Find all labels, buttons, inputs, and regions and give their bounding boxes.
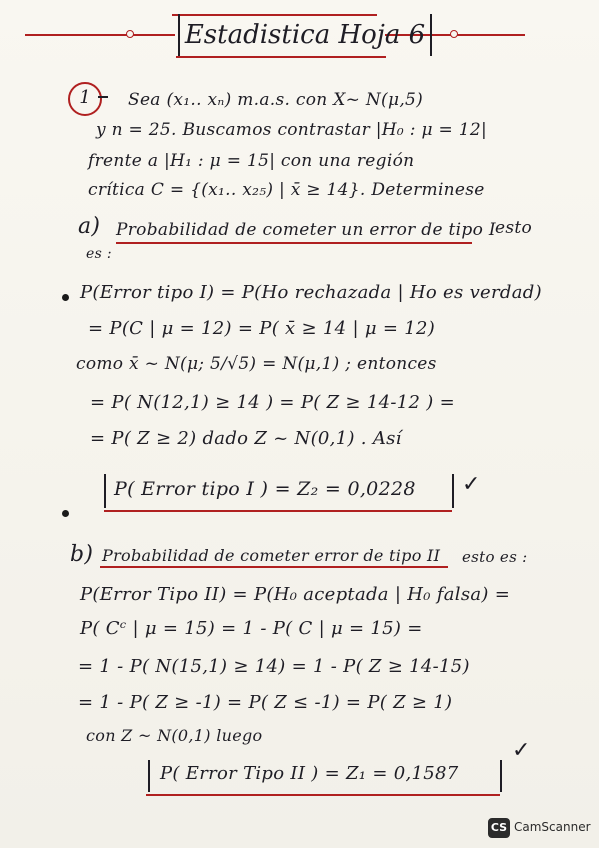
part-a-cont: es : xyxy=(86,246,112,262)
part-a-line-5: = P( Z ≥ 2) dado Z ~ N(0,1) . Así xyxy=(90,428,402,449)
problem-number: 1 xyxy=(68,82,102,116)
part-a-heading-underline xyxy=(116,242,472,244)
part-a-label: a) xyxy=(78,214,101,239)
part-a-result: P( Error tipo I ) = Z₂ = 0,0228 xyxy=(114,478,416,500)
camscanner-logo-icon: CS xyxy=(488,818,510,838)
page-title: Estadistica Hoja 6 xyxy=(178,14,432,56)
deco-dot-right xyxy=(450,30,458,38)
part-a-result-underline xyxy=(104,510,452,512)
camscanner-watermark: CamScanner xyxy=(514,820,591,834)
part-b-heading-tail: esto es : xyxy=(462,548,528,566)
title-underline xyxy=(176,56,386,58)
part-b-line-2: P( Cᶜ | μ = 15) = 1 - P( C | μ = 15) = xyxy=(80,618,423,639)
part-b-line-5: con Z ~ N(0,1) luego xyxy=(86,726,263,745)
check-mark-a-icon: ✓ xyxy=(462,472,481,497)
part-a-line-3: como x̄ ~ N(μ; 5/√5) = N(μ,1) ; entonces xyxy=(76,354,437,374)
deco-line-left xyxy=(25,34,175,36)
part-b-heading: Probabilidad de cometer error de tipo II xyxy=(102,546,441,565)
part-a-heading-tail: esto xyxy=(495,218,533,238)
problem-number-dash xyxy=(98,96,108,98)
intro-line-1: Sea (x₁.. xₙ) m.a.s. con X~ N(μ,5) xyxy=(128,90,424,110)
part-b-label: b) xyxy=(70,542,94,567)
part-a-line-1: P(Error tipo I) = P(Ho rechazada | Ho es verdad) xyxy=(80,282,542,303)
part-a-line-2: = P(C | μ = 12) = P( x̄ ≥ 14 | μ = 12) xyxy=(88,318,436,339)
bullet-dot-1 xyxy=(62,294,69,301)
check-mark-b-icon: ✓ xyxy=(512,738,531,763)
part-b-result-underline xyxy=(146,794,500,796)
intro-line-3: frente a |H₁ : μ = 15| con una región xyxy=(88,151,415,171)
part-a-heading: Probabilidad de cometer un error de tipo I xyxy=(116,220,496,240)
bullet-dot-2 xyxy=(62,510,69,517)
part-b-line-3: = 1 - P( N(15,1) ≥ 14) = 1 - P( Z ≥ 14-15) xyxy=(78,656,470,677)
deco-dot-left xyxy=(126,30,134,38)
part-b-line-1: P(Error Tipo II) = P(H₀ aceptada | H₀ falsa) = xyxy=(80,584,511,605)
part-b-heading-underline xyxy=(100,566,448,568)
intro-line-2: y n = 25. Buscamos contrastar |H₀ : μ = 12| xyxy=(96,120,488,140)
part-b-result: P( Error Tipo II ) = Z₁ = 0,1587 xyxy=(160,763,459,784)
part-a-line-4: = P( N(12,1) ≥ 14 ) = P( Z ≥ 14-12 ) = xyxy=(90,392,455,413)
part-b-line-4: = 1 - P( Z ≥ -1) = P( Z ≤ -1) = P( Z ≥ 1) xyxy=(78,692,453,713)
intro-line-4: crítica C = {(x₁.. x₂₅) | x̄ ≥ 14}. Determinese xyxy=(88,180,485,200)
